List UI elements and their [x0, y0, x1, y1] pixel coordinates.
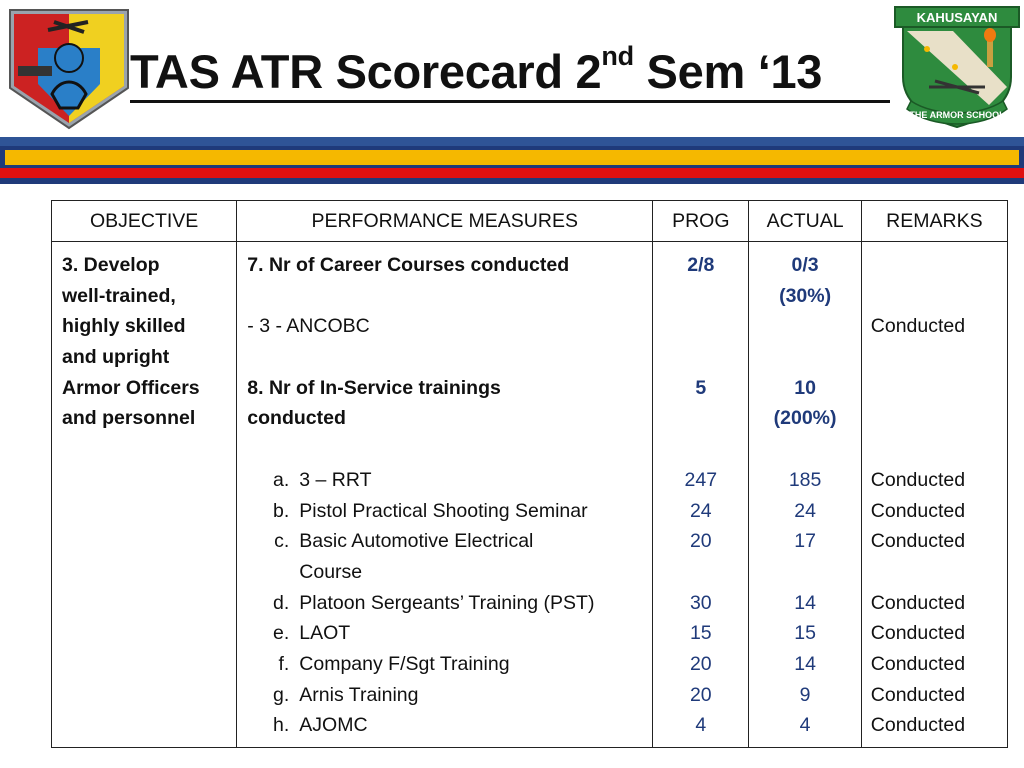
actual-value: 185	[788, 468, 822, 491]
list-item: h. AJOMC	[273, 714, 368, 737]
armor-school-logo	[893, 5, 1021, 131]
list-item: a. 3 – RRT	[273, 468, 372, 491]
list-item: c. Basic Automotive Electrical	[274, 530, 534, 553]
left-unit-logo	[8, 8, 130, 130]
header-objective: OBJECTIVE	[52, 201, 237, 242]
measure-8-title-cont: conducted	[247, 407, 346, 430]
performance-measures-cell	[237, 242, 653, 748]
remark-text: Conducted	[870, 315, 966, 338]
actual-value: 24	[794, 499, 816, 522]
objective-line: well-trained,	[62, 284, 176, 307]
prog-cell	[653, 242, 749, 748]
prog-value: 20	[689, 530, 712, 553]
remark-text: Conducted	[870, 468, 966, 491]
actual-value: 4	[799, 714, 811, 737]
objective-cell	[52, 242, 237, 748]
objective-line: 3. Develop	[62, 254, 160, 276]
header-stripe-navy-bottom	[0, 178, 1024, 184]
remark-text: Conducted	[870, 622, 966, 645]
header-actual: ACTUAL	[749, 201, 861, 242]
objective-line: and upright	[62, 346, 170, 369]
header-performance-measures: PERFORMANCE MEASURES	[237, 201, 653, 242]
prog-value: 2/8	[687, 254, 715, 276]
remark-text: Conducted	[870, 652, 966, 675]
list-item: e. LAOT	[273, 622, 351, 645]
page-title: TAS ATR Scorecard 2nd Sem ‘13	[130, 41, 823, 98]
measure-7-sub: - 3 - ANCOBC	[247, 315, 370, 338]
actual-value: 14	[794, 591, 816, 614]
prog-value: 4	[695, 714, 707, 737]
prog-value: 20	[689, 683, 712, 706]
actual-value: 0/3	[791, 254, 819, 276]
remark-text: Conducted	[870, 530, 966, 553]
list-item: f. Company F/Sgt Training	[278, 652, 510, 675]
header-prog: PROG	[653, 201, 749, 242]
remark-text: Conducted	[870, 683, 966, 706]
svg-text:THE ARMOR SCHOOL: THE ARMOR SCHOOL	[909, 110, 1005, 120]
measure-7-title: 7. Nr of Career Courses conducted	[247, 254, 570, 276]
table-row	[52, 242, 1008, 748]
remarks-cell	[861, 242, 1007, 748]
prog-value: 15	[689, 622, 712, 645]
remark-text: Conducted	[870, 714, 966, 737]
list-item: d. Platoon Sergeants’ Training (PST)	[273, 591, 595, 614]
remark-text: Conducted	[870, 499, 966, 522]
list-item: g. Arnis Training	[273, 683, 419, 706]
actual-value: 14	[794, 652, 816, 675]
objective-line: Armor Officers	[62, 376, 200, 399]
title-underline	[130, 100, 890, 103]
prog-value: 247	[684, 468, 718, 491]
list-item-cont: Course	[299, 560, 363, 583]
actual-value: 10	[794, 376, 816, 399]
actual-cell	[749, 242, 861, 748]
prog-value: 20	[689, 652, 712, 675]
objective-line: highly skilled	[62, 315, 186, 338]
prog-value: 30	[689, 591, 712, 614]
header-stripe-gold	[5, 150, 1019, 165]
actual-percent: (30%)	[779, 284, 832, 307]
actual-value: 9	[799, 683, 811, 706]
remark-text: Conducted	[870, 591, 966, 614]
actual-value: 17	[794, 530, 816, 553]
actual-value: 15	[794, 622, 816, 645]
header-stripe-red	[0, 168, 1024, 178]
scorecard-table	[51, 200, 1008, 748]
list-item: b. Pistol Practical Shooting Seminar	[273, 499, 588, 522]
prog-value: 24	[689, 499, 712, 522]
header-stripe-blue	[0, 137, 1024, 146]
header-remarks: REMARKS	[861, 201, 1007, 242]
actual-percent: (200%)	[773, 407, 837, 430]
title-superscript: nd	[601, 41, 634, 72]
measure-8-title: 8. Nr of In-Service trainings	[247, 376, 501, 399]
prog-value: 5	[695, 376, 707, 399]
table-header-row	[52, 201, 1008, 242]
objective-line: and personnel	[62, 407, 196, 430]
svg-text:KAHUSAYAN: KAHUSAYAN	[916, 10, 998, 25]
